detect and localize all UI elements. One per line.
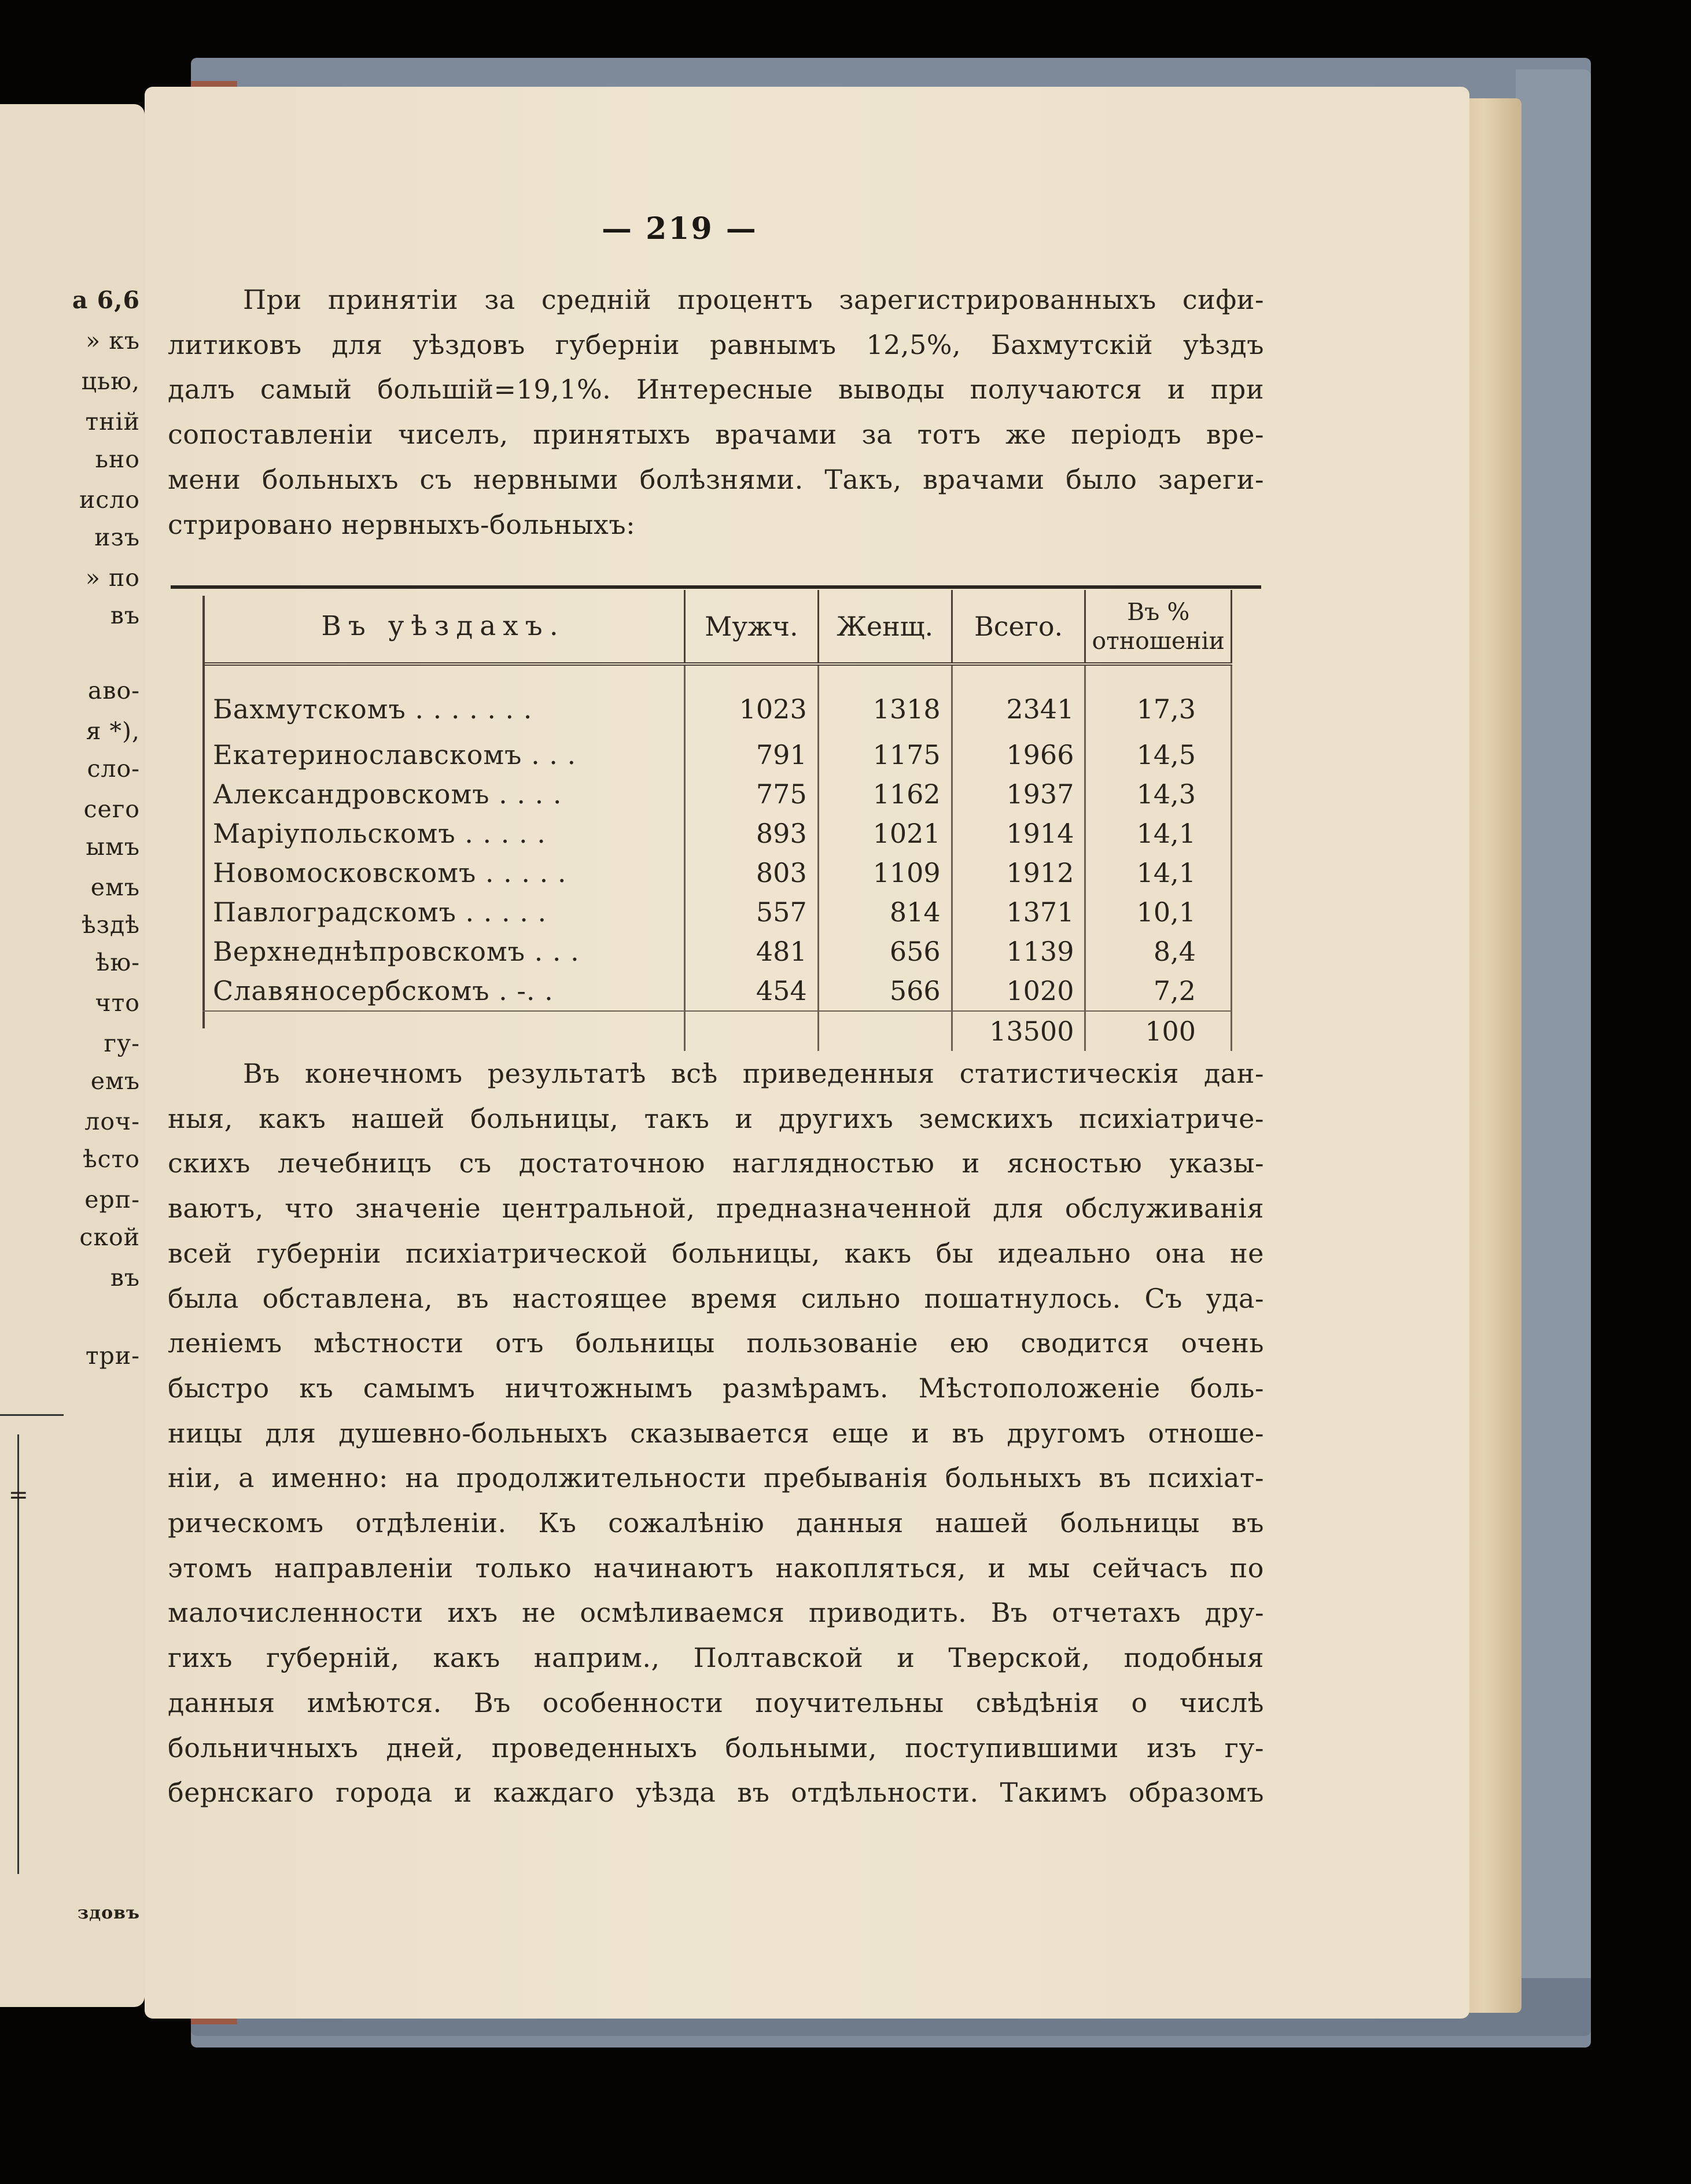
col-header-women: Женщ.: [818, 590, 952, 664]
left-fragment: ѣздѣ: [81, 911, 140, 939]
percent-value: 8,4: [1085, 932, 1232, 971]
total-count: 2341: [952, 664, 1085, 735]
text-line: леніемъ мѣстности отъ больницы пользованіе ею сводится очень: [168, 1327, 1264, 1359]
left-fragment: сего: [83, 795, 140, 823]
left-fragment: исло: [79, 486, 140, 514]
text-line: далъ самый большій=19,1%. Интересные выводы получаются и при: [168, 374, 1264, 405]
district-name: Александровскомъ . . . .: [202, 774, 685, 814]
text-line: малочисленности ихъ не осмѣливаемся приводить. Въ отчетахъ дру-: [168, 1597, 1264, 1629]
total-count: 1912: [952, 853, 1085, 892]
table-row: [202, 774, 1232, 814]
percent-value: 7,2: [1085, 971, 1232, 1011]
text-line: стрировано нервныхъ-больныхъ:: [168, 508, 636, 540]
men-count: 481: [685, 932, 819, 971]
total-men: [685, 1011, 819, 1051]
women-count: 1318: [818, 664, 952, 735]
col-header-total: Всего.: [952, 590, 1085, 664]
district-name: Верхнеднѣпровскомъ . . .: [202, 932, 685, 971]
col-header-districts: Въ уѣздахъ.: [202, 590, 685, 664]
left-fragment: ѣсто: [82, 1145, 140, 1173]
left-fragment: здовъ: [77, 1903, 140, 1923]
text-line: ницы для душевно-больныхъ сказывается еще и въ другомъ отноше-: [168, 1417, 1264, 1449]
left-fragment: ерп-: [84, 1186, 140, 1213]
text-line: бернскаго города и каждаго уѣзда въ отдѣльности. Такимъ образомъ: [168, 1777, 1264, 1809]
table-row: [202, 735, 1232, 774]
text-line: скихъ лечебницъ съ достаточною наглядностью и ясностью указы-: [168, 1148, 1264, 1179]
left-fragment: » по: [85, 564, 140, 592]
total-count: 1966: [952, 735, 1085, 774]
women-count: 814: [818, 892, 952, 932]
total-count: 1139: [952, 932, 1085, 971]
left-fragment: тній: [85, 408, 140, 436]
men-count: 454: [685, 971, 819, 1011]
table-row: [202, 892, 1232, 932]
men-count: 775: [685, 774, 819, 814]
text-line: гихъ губерній, какъ наприм., Полтавской и Тверской, подобныя: [168, 1642, 1264, 1674]
table-row: [202, 814, 1232, 853]
paragraph-2: [168, 1052, 1264, 1816]
left-fragment: въ: [110, 1264, 140, 1292]
men-count: 893: [685, 814, 819, 853]
text-line: сопоставленіи чиселъ, принятыхъ врачами за тотъ же періодъ вре-: [168, 419, 1264, 451]
text-line: ныя, какъ нашей больницы, такъ и другихъ земскихъ психіатриче-: [168, 1102, 1264, 1134]
text-line: была обставлена, въ настоящее время сильно пошатнулось. Съ уда-: [168, 1282, 1264, 1314]
left-fragment: въ: [110, 602, 140, 629]
total-women: [818, 1011, 952, 1051]
text-line: больничныхъ дней, проведенныхъ больными, поступившими изъ гу-: [168, 1732, 1264, 1764]
table-header-row: [202, 590, 1232, 664]
women-count: 1021: [818, 814, 952, 853]
total-percent: 100: [1085, 1011, 1232, 1051]
left-fragment: три-: [85, 1342, 140, 1370]
left-page: [0, 104, 145, 2007]
total-count: 1020: [952, 971, 1085, 1011]
table-row: [202, 971, 1232, 1011]
left-fragment: ской: [79, 1223, 140, 1251]
district-name: Павлоградскомъ . . . . .: [202, 892, 685, 932]
percent-header-line1: Въ %: [1127, 597, 1190, 626]
women-count: 656: [818, 932, 952, 971]
men-count: 791: [685, 735, 819, 774]
text-line: быстро къ самымъ ничтожнымъ размѣрамъ. Мѣстоположеніе боль-: [168, 1372, 1264, 1404]
page-number: — 219 —: [602, 211, 758, 246]
total-label: [202, 1011, 685, 1051]
percent-header-line2: отношеніи: [1092, 626, 1225, 655]
total-count: 1371: [952, 892, 1085, 932]
text-line: этомъ направленіи только начинаютъ накопляться, и мы сейчасъ по: [168, 1552, 1264, 1584]
left-fragment: что: [95, 989, 140, 1017]
district-name: Маріупольскомъ . . . . .: [202, 814, 685, 853]
left-fragment: я *),: [86, 717, 140, 745]
district-name: Бахмутскомъ . . . . . . .: [202, 664, 685, 735]
table-row: [202, 664, 1232, 735]
left-fragment: =: [8, 1481, 29, 1508]
left-rule: [0, 1414, 64, 1416]
text-line: рическомъ отдѣленіи. Къ сожалѣнію данныя нашей больницы въ: [168, 1507, 1264, 1539]
men-count: 1023: [685, 664, 819, 735]
total-count: 1914: [952, 814, 1085, 853]
women-count: 1162: [818, 774, 952, 814]
left-fragment: цью,: [81, 367, 140, 395]
men-count: 803: [685, 853, 819, 892]
text-line: ваютъ, что значеніе центральной, предназначенной для обслуживанія: [168, 1193, 1264, 1224]
left-fragment: а 6,6: [72, 286, 140, 314]
percent-value: 10,1: [1085, 892, 1232, 932]
left-fragment: изъ: [94, 523, 140, 551]
left-fragment: аво-: [87, 677, 140, 704]
left-fragment: гу-: [104, 1030, 140, 1057]
grand-total: 13500: [952, 1011, 1085, 1051]
left-fragment: ьно: [95, 445, 140, 473]
table-top-rule: [171, 585, 1261, 589]
district-name: Славяносербскомъ . -. .: [202, 971, 685, 1011]
statistics-table: [202, 590, 1232, 1051]
left-fragment: лоч-: [84, 1108, 140, 1135]
table-row: [202, 932, 1232, 971]
cover-edge: [1516, 69, 1591, 2036]
left-fragment: » къ: [86, 327, 140, 355]
table-row: [202, 853, 1232, 892]
text-line: мени больныхъ съ нервными болѣзнями. Такъ, врачами было зареги-: [168, 463, 1264, 495]
text-line: данныя имѣются. Въ особенности поучительны свѣдѣнія о числѣ: [168, 1687, 1264, 1718]
text-line: При принятіи за средній процентъ зарегистрированныхъ сифи-: [243, 284, 1264, 315]
left-fragment: емъ: [90, 873, 140, 901]
left-fragment: сло-: [87, 755, 140, 783]
col-header-percent: [1085, 590, 1232, 664]
col-header-men: Мужч.: [685, 590, 819, 664]
women-count: 1175: [818, 735, 952, 774]
text-line: всей губерніи психіатрической больницы, какъ бы идеально она не: [168, 1237, 1264, 1269]
text-line: ніи, а именно: на продолжительности пребыванія больныхъ въ психіат-: [168, 1462, 1264, 1494]
percent-value: 17,3: [1085, 664, 1232, 735]
percent-value: 14,1: [1085, 814, 1232, 853]
percent-value: 14,3: [1085, 774, 1232, 814]
paragraph-1: [168, 278, 1264, 547]
district-name: Новомосковскомъ . . . . .: [202, 853, 685, 892]
left-fragment: ымъ: [86, 833, 140, 861]
percent-value: 14,1: [1085, 853, 1232, 892]
text-line: литиковъ для уѣздовъ губерніи равнымъ 12,5%, Бахмутскій уѣздъ: [168, 329, 1264, 360]
women-count: 1109: [818, 853, 952, 892]
table-total-row: [202, 1011, 1232, 1051]
text-line: Въ конечномъ результатѣ всѣ приведенныя статистическія дан-: [243, 1058, 1264, 1089]
women-count: 566: [818, 971, 952, 1011]
left-fragment: ѣю-: [95, 949, 140, 976]
percent-value: 14,5: [1085, 735, 1232, 774]
total-count: 1937: [952, 774, 1085, 814]
left-fragment: емъ: [90, 1067, 140, 1095]
men-count: 557: [685, 892, 819, 932]
district-name: Екатеринославскомъ . . .: [202, 735, 685, 774]
